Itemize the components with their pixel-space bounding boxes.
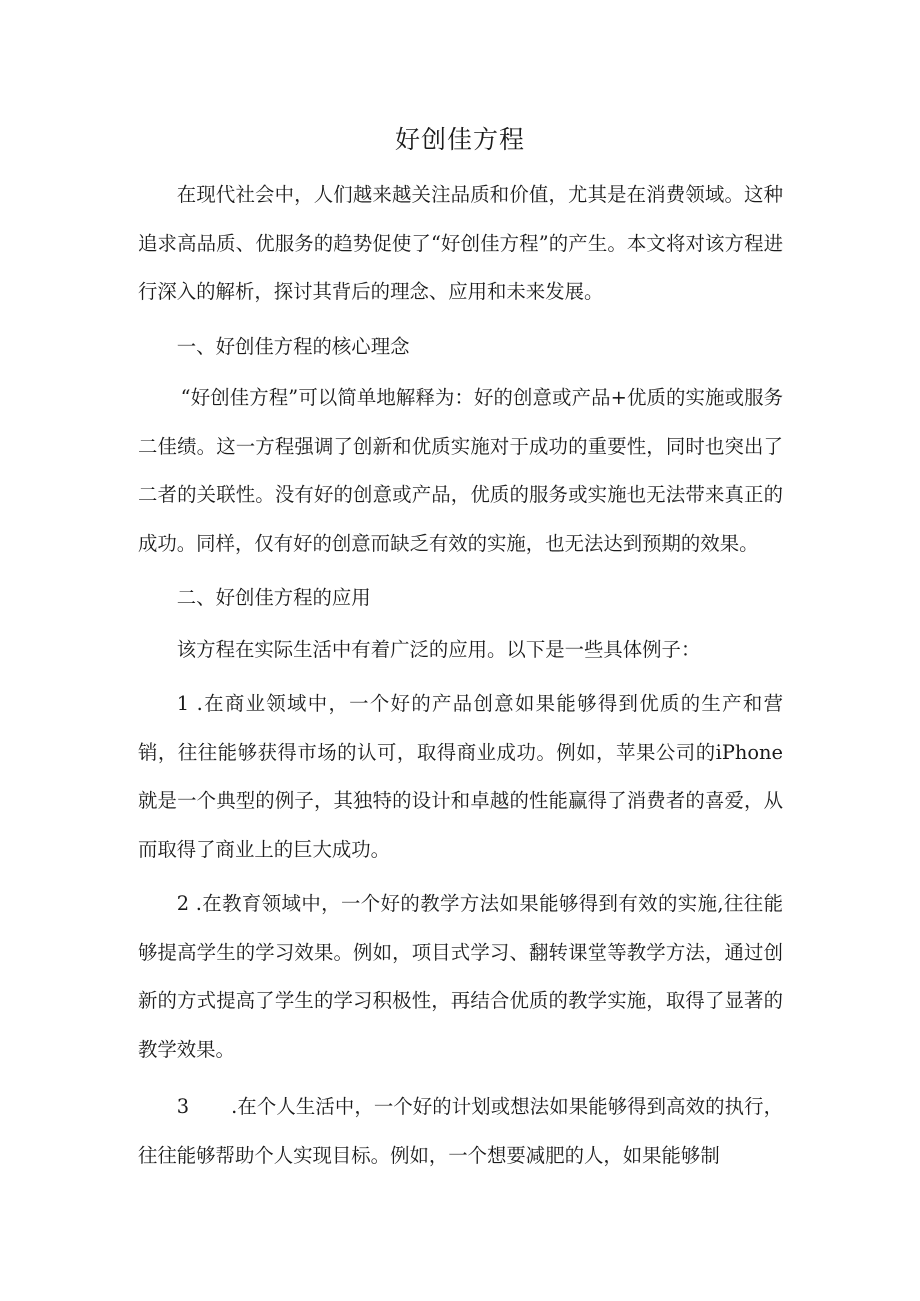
list-item-text: .在个人生活中，一个好的计划或想法如果能够得到高效的执行，往往能够帮助个人实现目标。例如，一个想要减肥的人，如果能够制: [138, 1095, 783, 1167]
core-concept-paragraph: “好创佳方程”可以简单地解释为：好的创意或产品+优质的实施或服务二佳绩。这一方程强调了创新和优质实施对于成功的重要性，同时也突出了二者的关联性。没有好的创意或产品，优质的服务或实施也无法带来真正的成功。同样，仅有好的创意而缺乏有效的实施，也无法达到预期的效果。: [138, 386, 783, 555]
intro-paragraph: 在现代社会中，人们越来越关注品质和价值，尤其是在消费领域。这种追求高品质、优服务的趋势促使了“好创佳方程”的产生。本文将对该方程进行深入的解析，探讨其背后的理念、应用和未来发展。: [138, 183, 783, 303]
section-heading-application: 二、好创佳方程的应用: [176, 586, 371, 609]
section-heading-core-concept: 一、好创佳方程的核心理念: [176, 334, 410, 358]
list-item-education: 2 .在教育领域中，一个好的教学方法如果能够得到有效的实施,往往能够提高学生的学习效果。例如，项目式学习、翻转课堂等教学方法，通过创新的方式提高了学生的学习积极性，再结合优质的教学实施，取得了显著的教学效果。: [138, 892, 783, 1061]
list-item-business: 1 .在商业领域中，一个好的产品创意如果能够得到优质的生产和营销，往往能够获得市场的认可，取得商业成功。例如，苹果公司的iPhone就是一个典型的例子，其独特的设计和卓越的性能赢得了消费者的喜爱，从而取得了商业上的巨大成功。: [138, 692, 783, 861]
document-title: 好创佳方程: [394, 125, 525, 154]
document-body: [138, 171, 783, 1186]
application-intro-paragraph: 该方程在实际生活中有着广泛的应用。以下是一些具体例子：: [176, 637, 701, 661]
list-item-number: 3: [176, 1095, 190, 1118]
list-item-personal-life: [138, 1083, 783, 1180]
